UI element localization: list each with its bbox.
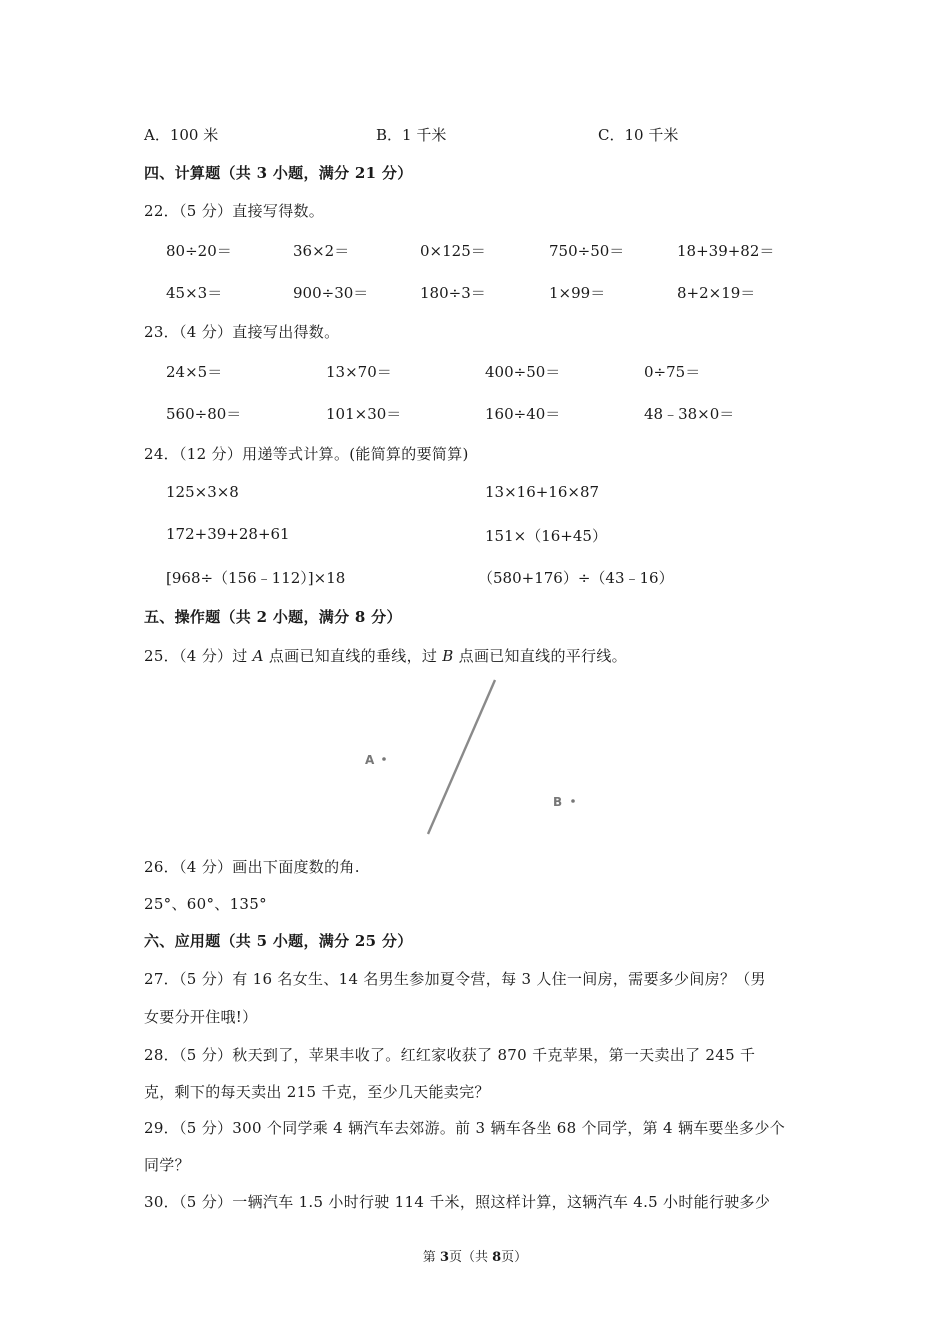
q22-item: 0×125＝ [420,242,486,260]
q22-item: 18+39+82＝ [677,242,775,260]
q29-line-1: 29．（5 分）300 个同学乘 4 辆汽车去郊游。前 3 辆车各坐 68 个同学，第 4 辆车要坐多少个 [144,1119,786,1137]
page-footer: 第 3页（共 8页） [422,1250,528,1265]
q24-item: 151×（16+45） [485,527,607,545]
point-b-ref: B [442,647,454,665]
q23-item: 560÷80＝ [166,405,242,423]
q25-stem: 25．（4 分）过 A 点画已知直线的垂线，过 B 点画已知直线的平行线。 [144,647,627,665]
given-line [428,680,495,834]
q28-line-1: 28．（5 分）秋天到了，苹果丰收了。红红家收获了 870 千克苹果，第一天卖出了 245 千 [144,1046,756,1064]
point-a-ref: A [252,647,264,665]
q22-item: 900÷30＝ [293,284,369,302]
q29-line-2: 同学？ [144,1156,190,1174]
section-6-heading: 六、应用题（共 5 小题，满分 25 分） [144,932,413,950]
q23-item: 101×30＝ [326,405,402,423]
q22-item: 45×3＝ [166,284,223,302]
q23-item: 0÷75＝ [644,363,701,381]
point-b-dot [571,799,575,803]
q24-item: 172+39+28+61 [166,525,290,543]
q22-item: 8+2×19＝ [677,284,756,302]
q24-item: （580+176）÷（43﹣16） [478,569,674,587]
point-b-label: B [553,795,563,809]
q27-line-1: 27．（5 分）有 16 名女生、14 名男生参加夏令营，每 3 人住一间房，需要多少间房？（男 [144,970,766,988]
q26-angles: 25°、60°、135° [144,895,267,913]
q24-stem: 24．（12 分）用递等式计算。(能简算的要简算) [144,445,469,463]
q22-item: 750÷50＝ [549,242,625,260]
q22-item: 80÷20＝ [166,242,232,260]
q23-stem: 23．（4 分）直接写出得数。 [144,323,340,341]
q26-stem: 26．（4 分）画出下面度数的角. [144,858,360,876]
q22-item: 180÷3＝ [420,284,486,302]
q23-item: 13×70＝ [326,363,392,381]
q22-item: 36×2＝ [293,242,350,260]
q22-stem: 22．（5 分）直接写得数。 [144,202,325,220]
section-4-heading: 四、计算题（共 3 小题，满分 21 分） [144,164,413,182]
q28-line-2: 克，剩下的每天卖出 215 千克，至少几天能卖完？ [144,1083,490,1101]
q30-line-1: 30．（5 分）一辆汽车 1.5 小时行驶 114 千米，照这样计算，这辆汽车 4.5 小时能行驶多少 [144,1193,771,1211]
q24-item: 13×16+16×87 [485,483,600,501]
q23-item: 400÷50＝ [485,363,561,381]
q27-line-2: 女要分开住哦!） [144,1008,258,1026]
point-a-label: A [365,753,375,767]
q24-item: [968÷（156﹣112）]×18 [166,569,346,587]
q21-option-c: C．10 千米 [598,126,679,144]
q21-option-b: B．1 千米 [376,126,447,144]
q25-figure [320,672,620,842]
q22-item: 1×99＝ [549,284,606,302]
q23-item: 48﹣38×0＝ [644,405,735,423]
q24-item: 125×3×8 [166,483,239,501]
q23-item: 160÷40＝ [485,405,561,423]
q23-item: 24×5＝ [166,363,223,381]
total-pages: 8 [492,1250,502,1265]
page-number: 3 [439,1250,449,1265]
point-a-dot [382,757,386,761]
q21-option-a: A．100 米 [144,126,219,144]
section-5-heading: 五、操作题（共 2 小题，满分 8 分） [144,608,402,626]
